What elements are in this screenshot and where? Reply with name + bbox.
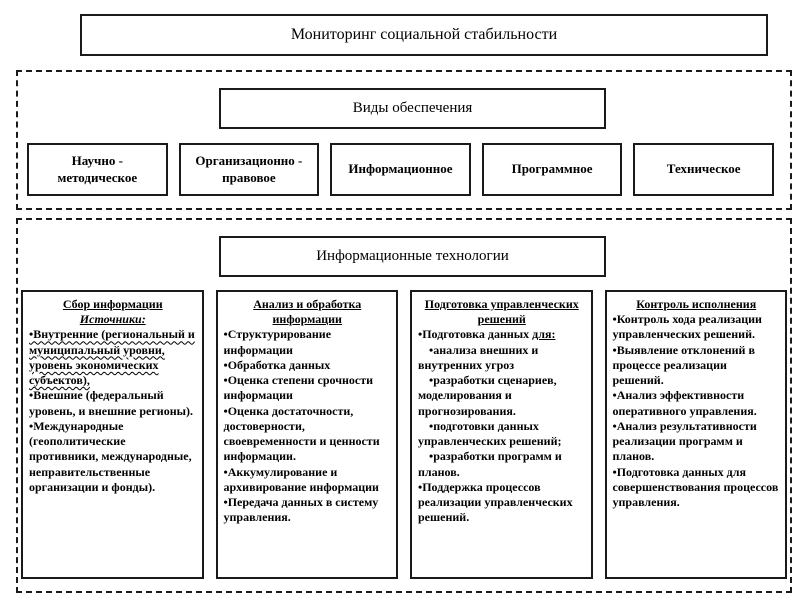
column-items	[418, 327, 586, 525]
section-information-technologies	[16, 218, 792, 593]
bullet-item: •Подготовка данных для совершенствования процессов управления.	[612, 464, 779, 510]
types-row	[27, 143, 774, 196]
it-header-box	[219, 236, 606, 277]
bullet-item: •Структурирование информации	[223, 327, 332, 357]
underlined-text: для:	[532, 327, 556, 342]
bullet-item: •Оценка степени срочности информации	[223, 373, 374, 403]
column-title: Анализ и обработка информации	[253, 297, 362, 327]
text: •Подготовка данных	[418, 327, 533, 342]
column-title: Сбор информации	[62, 297, 163, 311]
column-data-collection	[21, 290, 204, 579]
bullet-item: •Поддержка процессов реализации управленческих решений.	[418, 479, 573, 525]
bullet-item: •анализа внешних и внутренних угроз	[418, 342, 539, 372]
section-types-of-provision	[16, 70, 792, 210]
types-header-box	[219, 88, 606, 129]
column-items	[29, 327, 197, 495]
column-items	[613, 312, 781, 510]
title-box	[80, 14, 768, 56]
bullet-item: •Внешние (федеральный уровень, и внешние регионы).	[29, 388, 194, 418]
provision-type-box: Техническое	[633, 143, 774, 196]
bullet-item	[418, 327, 586, 342]
column-execution-control	[605, 290, 788, 579]
column-title: Контроль исполнения	[636, 297, 757, 311]
provision-type-box: Информационное	[330, 143, 471, 196]
column-subtitle: Источники:	[79, 312, 146, 327]
provision-type-box: Организационно - правовое	[179, 143, 320, 196]
it-header-label: Информационные технологии	[316, 248, 509, 264]
bullet-item: •Аккумулирование и архивирование информации	[223, 464, 379, 494]
bullet-item: •Анализ результативности реализации программ и планов.	[612, 418, 757, 464]
column-decision-preparation	[410, 290, 593, 579]
bullet-item: •Анализ эффективности оперативного управления.	[612, 388, 757, 418]
bullet-item: •Передача данных в систему управления.	[223, 495, 379, 525]
bullet-item: •Внутренние (региональный и муниципальный уровни, уровень экономических субъектов),	[29, 327, 195, 388]
column-title: Подготовка управленческих решений	[424, 297, 579, 327]
provision-type-box: Программное	[482, 143, 623, 196]
types-header-label: Виды обеспечения	[352, 100, 473, 116]
bullet-item: •Выявление отклонений в процессе реализации решений.	[612, 342, 755, 388]
bullet-item: •Международные (геополитические противники, международные, неправительственные организации и фонды).	[29, 418, 192, 494]
column-items	[224, 327, 392, 525]
bullet-item: •Обработка данных	[223, 357, 331, 372]
bullet-item: •Оценка достаточности, достоверности, своевременности и ценности информации.	[223, 403, 380, 464]
bullet-item: •разработки сценариев, моделирования и прогнозирования.	[418, 373, 557, 418]
bullet-item: •Контроль хода реализации управленческих решений.	[612, 312, 762, 342]
column-analysis-processing	[216, 290, 399, 579]
it-columns	[21, 290, 787, 579]
provision-type-box: Научно - методическое	[27, 143, 168, 196]
page-title: Мониторинг социальной стабильности	[290, 26, 558, 43]
bullet-item: •разработки программ и планов.	[418, 449, 562, 479]
bullet-item: •подготовки данных управленческих решений;	[418, 418, 562, 449]
